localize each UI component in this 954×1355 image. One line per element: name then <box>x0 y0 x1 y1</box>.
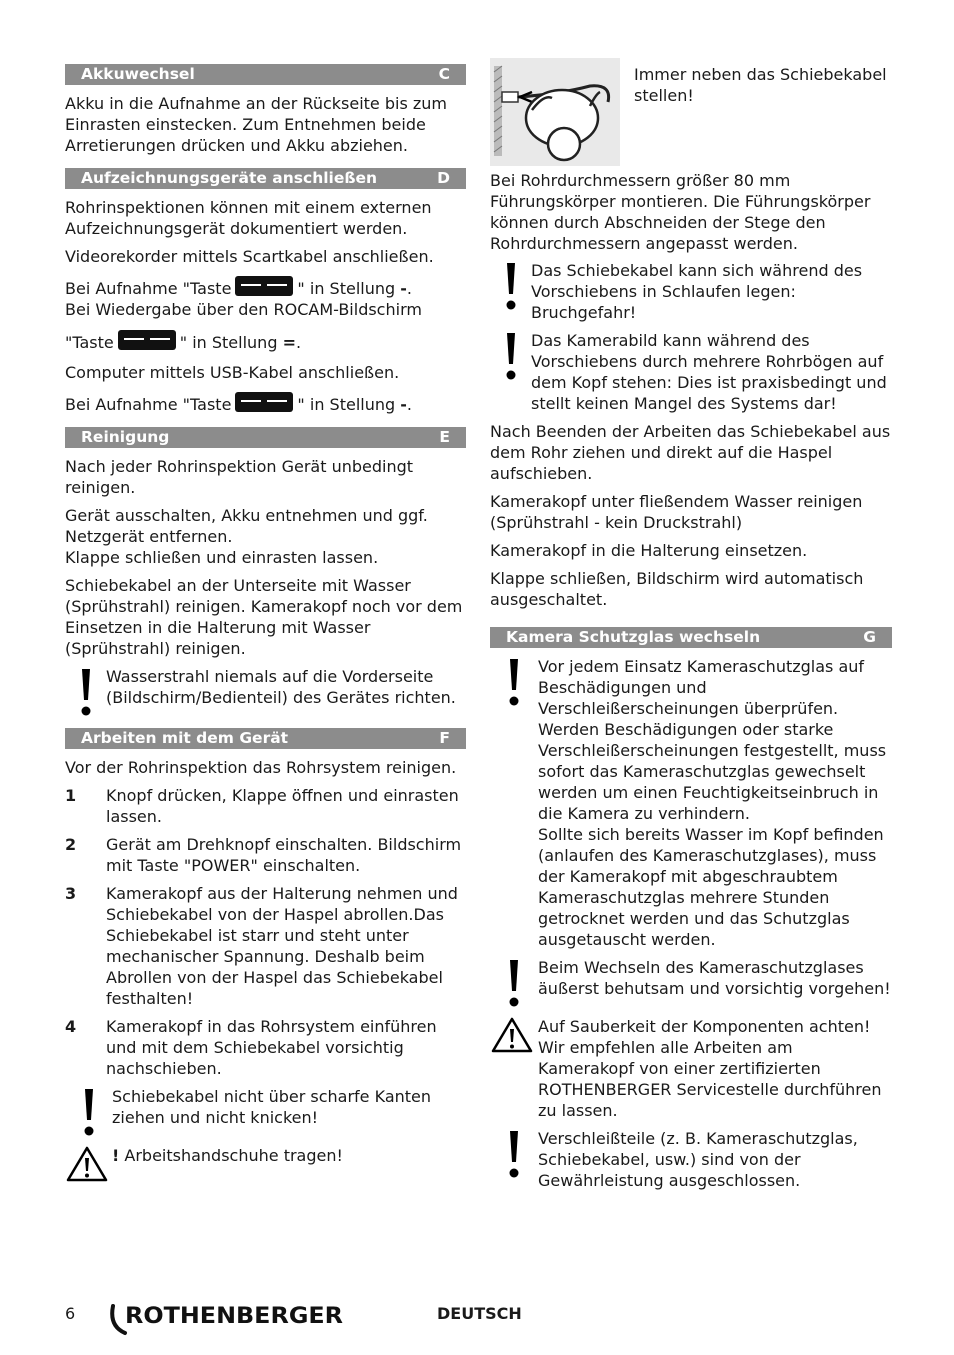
section-header-reinigung <box>65 427 466 448</box>
list-item <box>65 834 466 876</box>
exclamation-icon <box>490 957 538 1009</box>
toggle-key-icon <box>118 330 176 350</box>
warning-text <box>538 656 892 950</box>
language-label: DEUTSCH <box>437 1304 522 1323</box>
text-run: . <box>406 279 412 298</box>
section-letter: C <box>438 65 450 83</box>
step-text: Knopf drücken, Klappe öffnen und einrasten lassen. <box>106 786 459 826</box>
exclamation-icon <box>490 330 531 382</box>
text-run: Bei Aufnahme "Taste <box>65 395 232 414</box>
step-number: 1 <box>65 786 77 805</box>
warning-text: Verschleißteile (z. B. Kameraschutzglas, Schiebekabel, usw.) sind von der Gewährleistung ausgeschlossen. <box>538 1129 858 1190</box>
paragraph: Schiebekabel an der Unterseite mit Wasser (Sprühstrahl) reinigen. Kamerakopf noch vor dem Einsetzen in die Halterung mit Wasser (Sprühstrahl) reinigen. <box>65 576 463 658</box>
warning-text: Schiebekabel nicht über scharfe Kanten ziehen und nicht knicken! <box>112 1087 432 1127</box>
caution-note <box>490 1016 892 1121</box>
section-title: Kamera Schutzglas wechseln <box>506 628 761 646</box>
step-number: 4 <box>65 1017 77 1036</box>
page-number: 6 <box>65 1304 76 1323</box>
step-text: Kamerakopf in das Rohrsystem einführen und mit dem Schiebekabel vorsichtig nachschieben. <box>106 1017 437 1078</box>
text-run: " in Stellung <box>297 279 401 298</box>
paragraph: Akku in die Aufnahme an der Rückseite bis zum Einrasten einstecken. Zum Entnehmen beide Arretierungen drücken und Akku abziehen. <box>65 94 448 155</box>
section-title: Akkuwechsel <box>81 65 195 83</box>
list-item <box>65 1016 466 1079</box>
text-run: Wir empfehlen alle Arbeiten am Kamerakopf von einer zertifizierten ROTHENBERGER Servicestelle durchführen zu lassen. <box>538 1038 882 1120</box>
rothenberger-logo <box>107 1300 347 1336</box>
text-run: . <box>406 395 412 414</box>
brand-wordmark: ROTHENBERGER <box>125 1304 344 1329</box>
warning-note <box>65 666 466 718</box>
text-run: " in Stellung <box>297 395 401 414</box>
text-run: Bei Aufnahme "Taste <box>65 279 232 298</box>
exclamation-icon <box>65 1086 112 1138</box>
step-number: 2 <box>65 835 77 854</box>
warning-note <box>490 1128 892 1191</box>
paragraph: Kamerakopf in die Halterung einsetzen. <box>490 541 808 560</box>
warning-note <box>65 1086 466 1138</box>
figure-caption: Immer neben das Schiebekabel stellen! <box>634 65 887 105</box>
warning-note <box>490 330 892 414</box>
section-header-akkuwechsel <box>65 64 466 85</box>
warning-triangle-icon <box>65 1145 112 1183</box>
text-run: "Taste <box>65 333 114 352</box>
text-run: = <box>282 333 296 352</box>
text-run: Auf Sauberkeit der Komponenten achten! <box>538 1017 871 1036</box>
left-column <box>65 64 466 1190</box>
paragraph <box>65 276 466 299</box>
section-letter: G <box>863 628 876 646</box>
paragraph: Nach Beenden der Arbeiten das Schiebekabel aus dem Rohr ziehen und direkt auf die Haspel aufschieben. <box>490 422 891 483</box>
section-letter: F <box>439 729 450 747</box>
text-run: - <box>400 279 407 298</box>
paragraph: Computer mittels USB-Kabel anschließen. <box>65 363 400 382</box>
paragraph <box>65 330 466 353</box>
exclamation-icon <box>490 656 538 708</box>
list-item <box>65 785 466 827</box>
warning-text: Beim Wechseln des Kameraschutzglases äußerst behutsam und vorsichtig vorgehen! <box>538 958 891 998</box>
list-item <box>65 883 466 1009</box>
exclamation-icon <box>490 1128 538 1180</box>
section-title: Reinigung <box>81 428 170 446</box>
paragraph: Klappe schließen, Bildschirm wird automatisch ausgeschaltet. <box>490 569 864 609</box>
paragraph: Videorekorder mittels Scartkabel anschließen. <box>65 247 434 266</box>
section-title: Aufzeichnungsgeräte anschließen <box>81 169 378 187</box>
text-run: ! <box>112 1146 120 1165</box>
text-run: Vor jedem Einsatz Kameraschutzglas auf Beschädigungen und Verschleißerscheinungen überprüfen. Werden Beschädigungen oder starke Verschleißerscheinungen festgestellt, muss sofort das Kameraschutzglas gewechselt werden um einen Feuchtigkeitseinbruch in die Kamera zu verhindern. <box>538 657 887 823</box>
paragraph: Gerät ausschalten, Akku entnehmen und ggf. Netzgerät entfernen. <box>65 506 428 546</box>
step-number: 3 <box>65 884 77 903</box>
paragraph: Klappe schließen und einrasten lassen. <box>65 548 379 567</box>
section-letter: E <box>439 428 450 446</box>
caution-text <box>112 1145 343 1166</box>
paragraph: Kamerakopf unter fließendem Wasser reinigen (Sprühstrahl - kein Druckstrahl) <box>490 492 863 532</box>
text-run: " in Stellung <box>179 333 283 352</box>
section-header-arbeiten <box>65 728 466 749</box>
paragraph: Rohrinspektionen können mit einem externen Aufzeichnungsgerät dokumentiert werden. <box>65 198 432 238</box>
step-text: Kamerakopf aus der Halterung nehmen und Schiebekabel von der Haspel abrollen.Das Schiebekabel ist starr und steht unter mechanischer Spannung. Deshalb beim Abrollen von der Haspel das Schiebekabel festhalten! <box>106 884 458 1008</box>
warning-text: Das Kamerabild kann während des Vorschiebens durch mehrere Rohrbögen auf dem Kopf stehen: Dies ist praxisbedingt und stellt keinen Mangel des Systems dar! <box>531 331 887 413</box>
warning-triangle-icon <box>490 1016 538 1054</box>
warning-note <box>490 260 892 323</box>
step-list <box>65 785 466 1079</box>
exclamation-icon <box>490 260 531 312</box>
toggle-key-icon <box>235 392 293 412</box>
text-run: Sollte sich bereits Wasser im Kopf befinden (anlaufen des Kameraschutzglases), muss der Kamerakopf mit abgeschraubtem Kameraschutzglas mehrere Stunden getrocknet werden und das Schutzglas ausgetauscht werden. <box>538 825 884 949</box>
paragraph: Bei Rohrdurchmessern größer 80 mm Führungskörper montieren. Die Führungskörper können durch Abschneiden der Stege den Rohrdurchmessern angepasst werden. <box>490 171 871 253</box>
step-text: Gerät am Drehknopf einschalten. Bildschirm mit Taste "POWER" einschalten. <box>106 835 462 875</box>
section-header-kamera-schutzglas <box>490 627 892 648</box>
paragraph <box>65 392 466 415</box>
warning-text: Das Schiebekabel kann sich während des Vorschiebens in Schlaufen legen: Bruchgefahr! <box>531 261 863 322</box>
section-letter: D <box>437 169 450 187</box>
paragraph: Bei Wiedergabe über den ROCAM-Bildschirm <box>65 300 422 319</box>
figure-block <box>490 58 892 166</box>
toggle-key-icon <box>235 276 293 296</box>
warning-note <box>490 957 892 1009</box>
caution-note <box>65 1145 466 1183</box>
warning-text: Wasserstrahl niemals auf die Vorderseite (Bildschirm/Bedienteil) des Gerätes richten. <box>106 667 456 707</box>
warning-note <box>490 656 892 950</box>
paragraph: Vor der Rohrinspektion das Rohrsystem reinigen. <box>65 758 457 777</box>
paragraph: Nach jeder Rohrinspektion Gerät unbedingt reinigen. <box>65 457 414 497</box>
section-title: Arbeiten mit dem Gerät <box>81 729 289 747</box>
caution-text <box>538 1016 892 1121</box>
text-run: - <box>400 395 407 414</box>
text-run: Arbeitshandschuhe tragen! <box>119 1146 343 1165</box>
text-run: . <box>295 333 302 352</box>
section-header-aufzeichnung <box>65 168 466 189</box>
worker-pushing-cable-illustration <box>490 58 620 166</box>
exclamation-icon <box>65 666 106 718</box>
page-footer <box>65 1300 895 1336</box>
right-column <box>490 58 892 1198</box>
